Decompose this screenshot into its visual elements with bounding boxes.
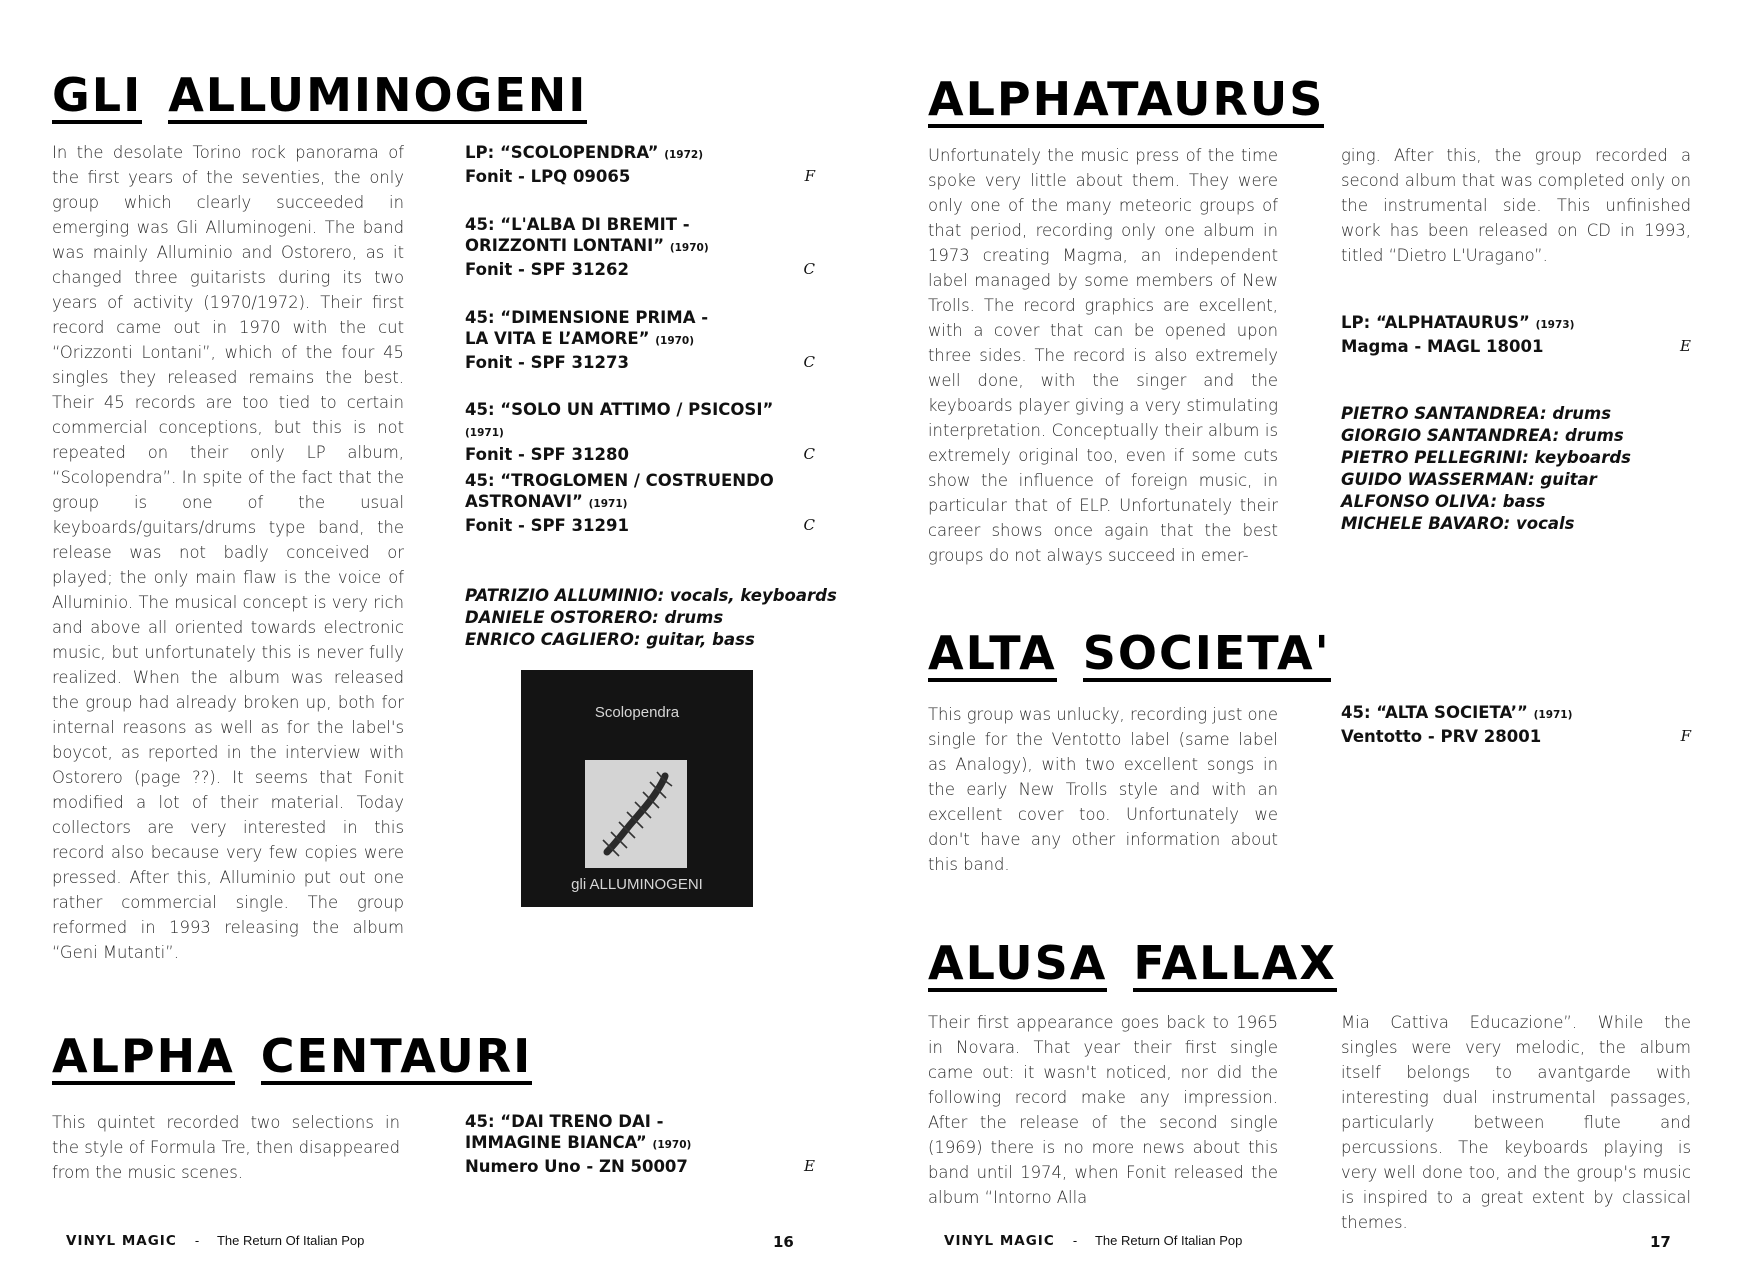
heading-word: SOCIETA'	[1082, 626, 1331, 680]
record-title-cont: ORIZZONTI LONTANI”	[465, 236, 665, 255]
record-entry	[465, 1111, 815, 1177]
section-heading-gli-alluminogeni	[52, 68, 588, 124]
record-entry	[1341, 702, 1691, 747]
record-title-cont: LA VITA E L’AMORE”	[465, 329, 650, 348]
footer-brand: VINYL MAGIC	[66, 1233, 177, 1249]
record-label: Fonit - SPF 31262	[465, 260, 629, 279]
footer-subtitle: The Return Of Italian Pop	[1094, 1233, 1243, 1248]
credit-line: DANIELE OSTORERO: drums	[465, 608, 724, 627]
record-entry	[465, 470, 815, 536]
record-grade: E	[804, 1157, 815, 1175]
footer-subtitle: The Return Of Italian Pop	[216, 1233, 365, 1248]
page-number: 17	[1650, 1233, 1671, 1251]
band-credits	[465, 585, 837, 651]
record-year: (1973)	[1535, 319, 1575, 331]
record-title: 45: “DIMENSIONE PRIMA -	[465, 308, 709, 327]
record-grade: C	[803, 445, 815, 463]
record-title: 45: “DAI TRENO DAI -	[465, 1112, 664, 1131]
heading-word: ALPHATAURUS	[928, 72, 1325, 126]
record-year: (1970)	[655, 335, 695, 347]
album-cover-image	[521, 670, 753, 907]
record-year: (1971)	[465, 427, 504, 439]
centipede-illustration	[585, 760, 687, 868]
band-credits	[1341, 403, 1631, 535]
record-year: (1970)	[669, 242, 709, 254]
alta-societa-body: This group was unlucky, recording just one single for the Ventotto label (same label as Analogy), with two excellent songs in the early New Trolls style and with an excellent cover too. Unfortunately we don't have any other information about this band.	[928, 705, 1278, 874]
heading-word: CENTAURI	[260, 1029, 533, 1083]
credit-line: GUIDO WASSERMAN: guitar	[1341, 470, 1597, 489]
record-year: (1972)	[664, 149, 704, 161]
footer-separator: -	[1072, 1233, 1078, 1248]
credit-line: ALFONSO OLIVA: bass	[1341, 492, 1546, 511]
page-number: 16	[773, 1233, 794, 1251]
record-label: Fonit - SPF 31273	[465, 353, 629, 372]
credit-line: MICHELE BAVARO: vocals	[1341, 514, 1575, 533]
alusa-fallax-body-col1: Their first appearance goes back to 1965 in Novara. That year their first single came out: it wasn't noticed, nor did the following record make any impression. After the release of the second single (1969) there is no more news about this band until 1974, when Fonit released the album “Intorno Alla	[928, 1013, 1278, 1207]
alphataurus-body-col1: Unfortunately the music press of the time spoke very little about them. They were only one of the many meteoric groups of that period, recording only one album in 1973 creating Magma, an independent label managed by some members of New Trolls. The record graphics are excellent, with a cover that can be opened upon three sides. The record is also extremely well done, with the singer and the keyboards player giving a very stimulating interpretation. Conceptually their album is extremely original too, even if some cuts show the influence of foreign music, in particular that of ELP. Unfortunately their career shows once again that the best groups do not always succeed in emer-	[928, 146, 1278, 565]
alpha-centauri-body: This quintet recorded two selections in the style of Formula Tre, then disappeared from the music scenes.	[52, 1113, 400, 1182]
footer-separator: -	[194, 1233, 200, 1248]
record-label: Fonit - SPF 31291	[465, 516, 629, 535]
album-cover-band: gli ALLUMINOGENI	[571, 876, 703, 893]
heading-word: ALLUMINOGENI	[168, 68, 588, 122]
record-entry	[465, 399, 815, 465]
heading-word: ALUSA	[928, 936, 1108, 990]
record-title: LP: “SCOLOPENDRA”	[465, 143, 659, 162]
heading-word: ALPHA	[52, 1029, 235, 1083]
record-year: (1970)	[652, 1139, 692, 1151]
heading-word: FALLAX	[1133, 936, 1337, 990]
alphataurus-body-col2: ging. After this, the group recorded a second album that was completed only on the instrumental side. This unfinished work has been released on CD in 1993, titled “Dietro L'Uragano”.	[1341, 146, 1691, 265]
record-entry	[465, 214, 815, 280]
record-grade: C	[803, 353, 815, 371]
record-title: 45: “TROGLOMEN / COSTRUENDO	[465, 471, 774, 490]
page-footer	[66, 1233, 364, 1249]
record-title: 45: “L'ALBA DI BREMIT -	[465, 215, 690, 234]
gli-alluminogeni-body: In the desolate Torino rock panorama of the first years of the seventies, the only group which clearly succeeded in emerging was Gli Alluminogeni. The band was mainly Alluminio and Ostorero, as it changed three guitarists during its two years of activity (1970/1972). Their first record came out in 1970 with the cut “Orizzonti Lontani”, which of the four 45 singles they released remains the best. Their 45 records are too tied to certain commercial conceptions, but this is not repeated on their only LP album, “Scolopendra”. In spite of the fact that the group is one of the usual keyboards/guitars/drums type band, the release was not badly conceived or played; the only main flaw is the voice of Alluminio. The musical concept is very rich and above all oriented towards electronic music, but unfortunately this is never fully realized. When the album was released the group had already broken up, both for internal reasons as well as for the label's boycot, as reported in the interview with Ostorero (page ??). It seems that Fonit modified a lot of their material. Today collectors are very interested in this record also because very few copies were pressed. After this, Alluminio put out one rather commercial single. The group reformed in 1993 releasing the album “Geni Mutanti”.	[52, 143, 404, 962]
section-heading-alpha-centauri	[52, 1029, 533, 1085]
record-grade: E	[1680, 337, 1691, 355]
record-grade: F	[1680, 727, 1691, 745]
credit-line: ENRICO CAGLIERO: guitar, bass	[465, 630, 755, 649]
record-label: Ventotto - PRV 28001	[1341, 727, 1542, 746]
record-year: (1971)	[1533, 709, 1573, 721]
record-label: Numero Uno - ZN 50007	[465, 1157, 688, 1176]
record-entry	[465, 307, 815, 373]
record-grade: C	[803, 516, 815, 534]
record-label: Fonit - SPF 31280	[465, 445, 629, 464]
album-cover-title: Scolopendra	[594, 704, 680, 721]
heading-word: GLI	[52, 68, 143, 122]
record-title-cont: IMMAGINE BIANCA”	[465, 1133, 647, 1152]
credit-line: PATRIZIO ALLUMINIO: vocals, keyboards	[465, 586, 837, 605]
section-heading-alusa-fallax	[928, 936, 1337, 992]
footer-brand: VINYL MAGIC	[944, 1233, 1055, 1249]
record-title: LP: “ALPHATAURUS”	[1341, 313, 1530, 332]
record-year: (1971)	[588, 498, 628, 510]
record-grade: C	[803, 260, 815, 278]
record-label: Magma - MAGL 18001	[1341, 337, 1544, 356]
credit-line: PIETRO PELLEGRINI: keyboards	[1341, 448, 1631, 467]
record-grade: F	[804, 167, 815, 185]
section-heading-alphataurus	[928, 72, 1325, 128]
credit-line: GIORGIO SANTANDREA: drums	[1341, 426, 1624, 445]
record-label: Fonit - LPQ 09065	[465, 167, 631, 186]
page-footer	[944, 1233, 1242, 1249]
heading-word: ALTA	[928, 626, 1057, 680]
section-heading-alta-societa	[928, 626, 1331, 682]
record-title: 45: “ALTA SOCIETA’”	[1341, 703, 1528, 722]
record-entry	[465, 142, 815, 187]
record-title: 45: “SOLO UN ATTIMO / PSICOSI”	[465, 400, 774, 419]
credit-line: PIETRO SANTANDREA: drums	[1341, 404, 1612, 423]
record-entry	[1341, 312, 1691, 357]
record-title-cont: ASTRONAVI”	[465, 492, 583, 511]
alusa-fallax-body-col2: Mia Cattiva Educazione”. While the singles were very melodic, the album itself belongs to avantgarde with interesting dual instrumental passages, particularly between flute and percussions. The keyboards playing is very well done too, and the group's music is inspired to a great extent by classical themes.	[1341, 1013, 1691, 1232]
